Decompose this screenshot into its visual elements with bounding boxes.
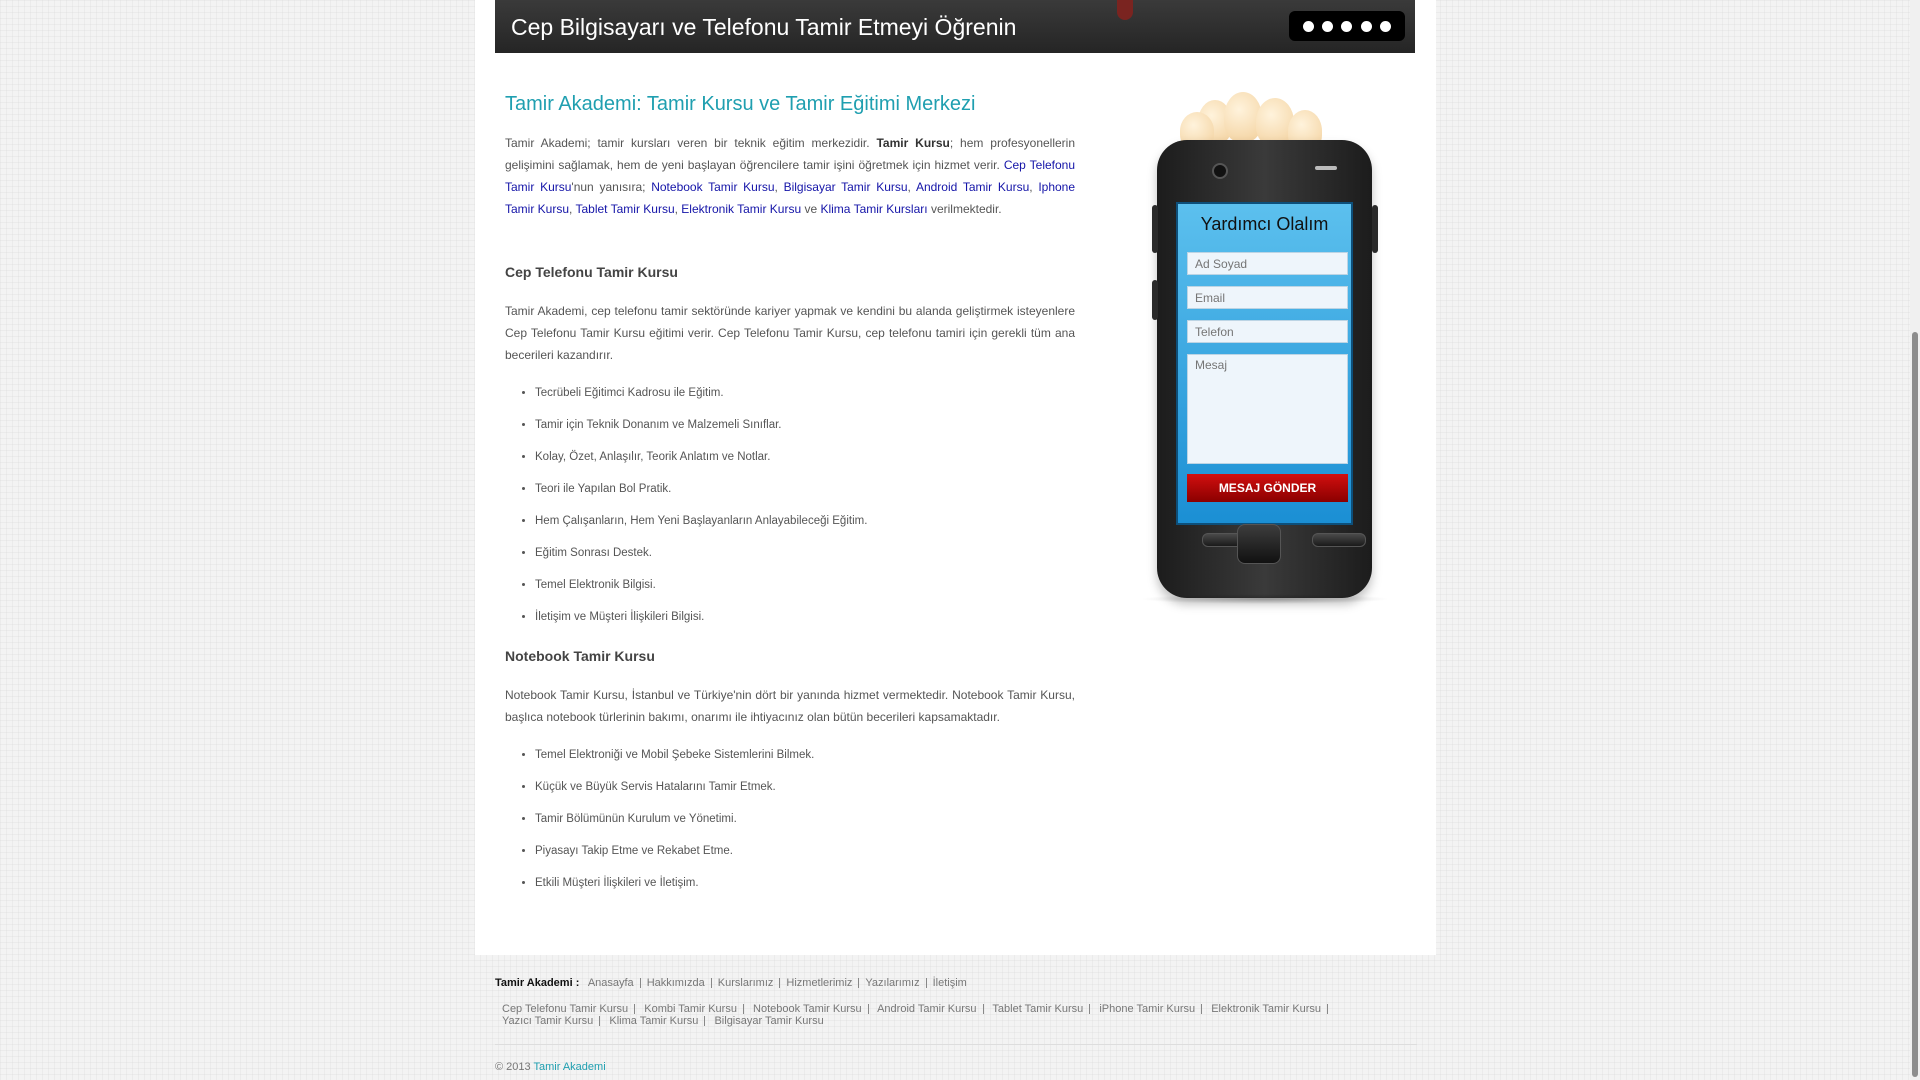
list-item: • Tamir Bölümünün Kurulum ve Yönetimi. [535, 810, 1075, 828]
footer-course-link[interactable]: Tablet Tamir Kursu [992, 1003, 1084, 1015]
footer-course-link[interactable]: Cep Telefonu Tamir Kursu [502, 1003, 629, 1015]
intro-text: 'nun yanısıra; [571, 180, 652, 194]
list-item: • Tamir için Teknik Donanım ve Malzemeli Sınıflar. [535, 416, 1075, 434]
footer-brand: Tamir Akademi : [495, 977, 580, 989]
contact-form-title: Yardımcı Olalım [1200, 214, 1329, 234]
intro-comma: , [569, 202, 576, 216]
link-cep-telefonu-tamir-kursu[interactable]: Cep Telefonu Tamir Kursu [505, 158, 1076, 194]
scrollbar-thumb[interactable] [1912, 332, 1918, 1077]
footer-link-anasayfa[interactable]: Anasayfa [587, 977, 634, 989]
footer-nav [495, 977, 967, 989]
slider-dot-2[interactable] [1322, 21, 1333, 32]
link-elektronik-tamir-kursu[interactable]: Elektronik Tamir Kursu [681, 202, 802, 216]
intro-comma: , [674, 202, 682, 216]
phone-home-button [1237, 524, 1281, 564]
intro-text: ; hem profesyonellerin gelişimini sağlamak, hem de yeni başlayan öğrencilere tamir işini öğretmek için hizmet verir. [505, 136, 1076, 172]
list-item: • Piyasayı Takip Etme ve Rekabet Etme. [535, 842, 1075, 860]
intro-text: ve [801, 202, 821, 216]
footer-course-link[interactable]: iPhone Tamir Kursu [1099, 1003, 1196, 1015]
list-item: • Hem Çalışanların, Hem Yeni Başlayanların Anlayabileceği Eğitim. [535, 512, 1075, 530]
separator [711, 978, 712, 988]
list-item: • Kolay, Özet, Anlaşılır, Teorik Anlatım ve Notlar. [535, 448, 1075, 466]
separator [640, 978, 641, 988]
footer-course-link[interactable]: Notebook Tamir Kursu [753, 1003, 862, 1015]
contact-phone-widget [1140, 90, 1390, 605]
footer-course-links [502, 1003, 1342, 1027]
list-item: • Teori ile Yapılan Bol Pratik. [535, 480, 1075, 498]
phone-speaker [1315, 166, 1337, 170]
footer-course-link[interactable]: Bilgisayar Tamir Kursu [714, 1015, 824, 1027]
footer-link-kurslarimiz[interactable]: Kurslarımız [717, 977, 774, 989]
intro-bold: Tamir Kursu [876, 136, 950, 150]
banner-image-detail [1117, 0, 1133, 20]
email-input[interactable] [1187, 286, 1348, 309]
separator [779, 978, 780, 988]
list-item: • Tecrübeli Eğitimci Kadrosu ile Eğitim. [535, 384, 1075, 402]
footer-course-link[interactable]: Android Tamir Kursu [877, 1003, 977, 1015]
link-notebook-tamir-kursu[interactable]: Notebook Tamir Kursu [651, 180, 775, 194]
separator [1201, 1004, 1202, 1014]
page-container [475, 0, 1436, 955]
list-item: • Temel Elektronik Bilgisi. [535, 576, 1075, 594]
separator [983, 1004, 984, 1014]
banner-title: Cep Bilgisayarı ve Telefonu Tamir Etmeyi Öğrenin [511, 14, 1017, 40]
link-bilgisayar-tamir-kursu[interactable]: Bilgisayar Tamir Kursu [783, 180, 908, 194]
separator [858, 978, 859, 988]
name-input[interactable] [1187, 252, 1348, 275]
phone-side-button [1152, 205, 1158, 253]
intro-text: verilmektedir. [927, 202, 1002, 216]
copyright-link[interactable]: Tamir Akademi [533, 1061, 606, 1073]
intro-text: Tamir Akademi; tamir kursları veren bir teknik eğitim merkezidir. [505, 136, 877, 150]
list-item: • İletişim ve Müşteri İlişkileri Bilgisi. [535, 608, 1075, 626]
link-android-tamir-kursu[interactable]: Android Tamir Kursu [915, 180, 1030, 194]
phone-menu-button [1312, 533, 1366, 547]
footer-link-hizmetlerimiz[interactable]: Hizmetlerimiz [786, 977, 853, 989]
separator [704, 1016, 705, 1026]
separator [1327, 1004, 1328, 1014]
list-item: • Temel Elektroniği ve Mobil Şebeke Sistemlerini Bilmek. [535, 746, 1075, 764]
contact-form [1176, 202, 1353, 525]
separator [868, 1004, 869, 1014]
slider-pagination [1289, 11, 1405, 41]
phone-shadow [1140, 594, 1390, 604]
intro-comma: , [1029, 180, 1039, 194]
page-title: Tamir Akademi: Tamir Kursu ve Tamir Eğitimi Merkezi [505, 93, 976, 115]
list-item: • Etkili Müşteri İlişkileri ve İletişim. [535, 874, 1075, 892]
phone-side-button [1152, 280, 1158, 320]
intro-paragraph [505, 132, 1075, 220]
footer-link-yazilarimiz[interactable]: Yazılarımız [865, 977, 920, 989]
copyright [495, 1061, 606, 1073]
footer-course-link[interactable]: Yazıcı Tamir Kursu [502, 1015, 594, 1027]
separator [926, 978, 927, 988]
slider-dot-3[interactable] [1341, 21, 1352, 32]
list-item: • Eğitim Sonrası Destek. [535, 544, 1075, 562]
section-heading-cep-telefonu: Cep Telefonu Tamir Kursu [505, 264, 678, 280]
separator [1089, 1004, 1090, 1014]
send-message-button[interactable]: MESAJ GÖNDER [1187, 474, 1348, 502]
main-content [505, 90, 1075, 906]
list-item: • Küçük ve Büyük Servis Hatalarını Tamir Etmek. [535, 778, 1075, 796]
footer-course-link[interactable]: Kombi Tamir Kursu [644, 1003, 737, 1015]
footer-course-link[interactable]: Elektronik Tamir Kursu [1211, 1003, 1322, 1015]
intro-comma: , [907, 180, 916, 194]
slider-dot-1[interactable] [1303, 21, 1314, 32]
footer-link-iletisim[interactable]: İletişim [932, 977, 967, 989]
message-input[interactable] [1187, 354, 1348, 464]
link-klima-tamir-kurslari[interactable]: Klima Tamir Kursları [820, 202, 928, 216]
slider-dot-4[interactable] [1361, 21, 1372, 32]
page-scrollbar[interactable] [1910, 0, 1920, 1080]
section-paragraph-cep-telefonu: Tamir Akademi, cep telefonu tamir sektöründe kariyer yapmak ve kendini bu alanda geliştirmek isteyenlere Cep Telefonu Tamir Kursu eğitimi verir. Cep Telefonu Tamir Kursu, cep telefonu tamiri için gerekli tüm ana becerileri kazandırır. [505, 304, 1075, 362]
hero-banner [495, 0, 1415, 53]
separator [599, 1016, 600, 1026]
link-iphone-tamir-kursu[interactable]: Iphone Tamir Kursu [505, 180, 1076, 216]
footer-course-link[interactable]: Klima Tamir Kursu [609, 1015, 699, 1027]
intro-comma: , [774, 180, 784, 194]
phone-input[interactable] [1187, 320, 1348, 343]
slider-dot-5[interactable] [1380, 21, 1391, 32]
section-paragraph-notebook: Notebook Tamir Kursu, İstanbul ve Türkiye'nin dört bir yanında hizmet vermektedir. Notebook Tamir Kursu, başlıca notebook türlerinin bakımı, onarımı ile ihtiyacınız olan bütün becerileri kapsamaktadır. [505, 688, 1075, 724]
phone-side-button [1372, 205, 1378, 253]
link-tablet-tamir-kursu[interactable]: Tablet Tamir Kursu [575, 202, 675, 216]
copyright-text: © 2013 [495, 1061, 531, 1073]
feature-list-cep-telefonu [505, 384, 1075, 626]
footer-divider [495, 1044, 1417, 1045]
section-heading-notebook: Notebook Tamir Kursu [505, 648, 655, 664]
separator [743, 1004, 744, 1014]
feature-list-notebook [505, 746, 1075, 892]
footer-link-hakkimizda[interactable]: Hakkımızda [646, 977, 705, 989]
phone-camera [1212, 163, 1228, 179]
separator [634, 1004, 635, 1014]
